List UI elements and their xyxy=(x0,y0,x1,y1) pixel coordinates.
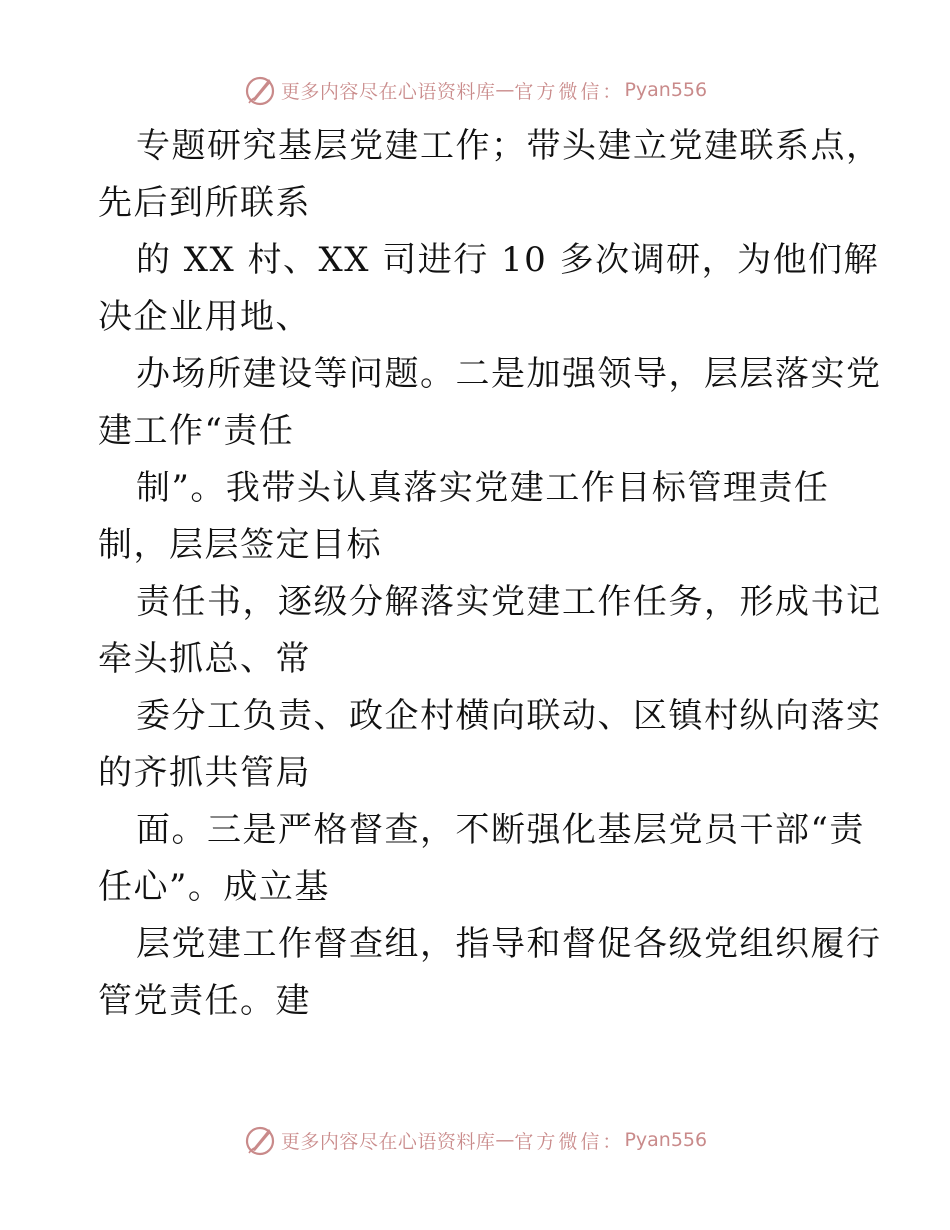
watermark-separator: — xyxy=(495,79,515,101)
watermark-site-name: 更多内容尽在心语资料库 xyxy=(280,80,496,103)
text-line: 的齐抓共管局 xyxy=(98,753,311,793)
document-body xyxy=(98,118,882,1030)
text-line: 制，层层签定目标 xyxy=(98,525,382,565)
text-line: 的 XX 村、XX 司进行 10 多次调研，为他们解 xyxy=(136,240,880,280)
watermark-site-name: 更多内容尽在心语资料库 xyxy=(280,1130,496,1153)
text-line: 任心”。成立基 xyxy=(98,867,330,907)
quill-pen-logo-icon xyxy=(243,73,277,107)
quill-pen-logo-icon xyxy=(243,1123,277,1157)
text-line: 面。三是严格督查，不断强化基层党员干部“责 xyxy=(136,810,865,850)
watermark-wechat-label: 官方微信： xyxy=(514,80,625,103)
text-line: 专题研究基层党建工作；带头建立党建联系点， xyxy=(136,126,882,166)
text-line: 牵头抓总、常 xyxy=(98,639,311,679)
watermark-separator: — xyxy=(495,1129,515,1151)
watermark-wechat-id: Pyan556 xyxy=(624,79,708,101)
footer-watermark xyxy=(0,1120,950,1160)
text-line: 制”。我带头认真落实党建工作目标管理责任 xyxy=(136,468,830,508)
text-line: 先后到所联系 xyxy=(98,183,311,223)
watermark-wechat-label: 官方微信： xyxy=(514,1130,625,1153)
text-line: 办场所建设等问题。二是加强领导，层层落实党 xyxy=(136,354,882,394)
text-line: 决企业用地、 xyxy=(98,297,311,337)
text-line: 层党建工作督查组，指导和督促各级党组织履行 xyxy=(136,924,882,964)
text-line: 责任书，逐级分解落实党建工作任务，形成书记 xyxy=(136,582,882,622)
text-line: 管党责任。建 xyxy=(98,981,311,1021)
header-watermark xyxy=(0,70,950,110)
text-line: 委分工负责、政企村横向联动、区镇村纵向落实 xyxy=(136,696,882,736)
text-line: 建工作“责任 xyxy=(98,411,295,451)
watermark-wechat-id: Pyan556 xyxy=(624,1129,708,1151)
